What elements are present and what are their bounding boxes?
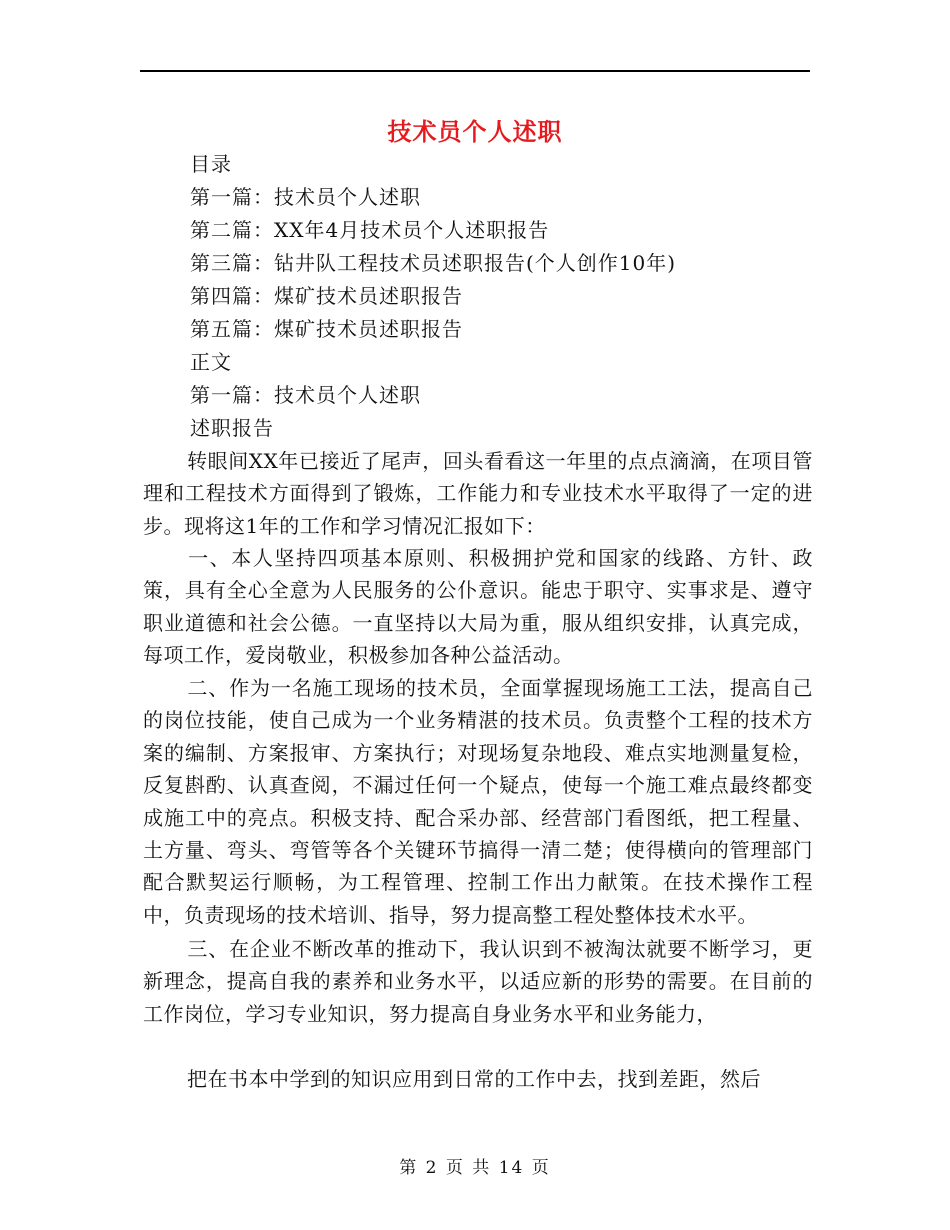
paragraph-1-text: 转眼间XX年已接近了尾声，回头看看这一年里的点点滴滴，在项目管理和工程技术方面得到了锻炼，工作能力和专业技术水平取得了一定的进步。现将这1年的工作和学习情况汇报如下：: [143, 449, 813, 538]
paragraph-1: [143, 445, 813, 542]
page-number: 第 2 页 共 14 页: [399, 1158, 551, 1178]
paragraph-2: [143, 542, 813, 672]
toc-item-5: 第五篇：煤矿技术员述职报告: [190, 317, 463, 341]
toc-item-2: 第二篇：XX年4月技术员个人述职报告: [190, 218, 550, 242]
paragraph-3: [143, 672, 813, 931]
report-label: 述职报告: [190, 416, 274, 440]
toc-heading: 目录: [190, 152, 232, 176]
paragraph-3-text: 二、作为一名施工现场的技术员，全面掌握现场施工工法，提高自己的岗位技能，使自己成为一个业务精湛的技术员。负责整个工程的技术方案的编制、方案报审、方案执行；对现场复杂地段、难点实地测量复检，反复斟酌、认真查阅，不漏过任何一个疑点，使每一个施工难点最终都变成施工中的亮点。积极支持、配合采办部、经营部门看图纸，把工程量、土方量、弯头、弯管等各个关键环节搞得一清二楚；使得横向的管理部门配合默契运行顺畅，为工程管理、控制工作出力献策。在技术操作工程中，负责现场的技术培训、指导，努力提高整工程处整体技术水平。: [143, 676, 813, 927]
section-title: 第一篇：技术员个人述职: [190, 383, 421, 407]
document-title: 技术员个人述职: [387, 117, 563, 146]
paragraph-5: [143, 1063, 813, 1095]
toc-item-3: 第三篇：钻井队工程技术员述职报告(个人创作10年): [190, 251, 677, 275]
toc-item-4: 第四篇：煤矿技术员述职报告: [190, 284, 463, 308]
paragraph-5-text: 把在书本中学到的知识应用到日常的工作中去，找到差距，然后: [187, 1067, 761, 1091]
header-rule: [140, 70, 810, 72]
toc-item-1: 第一篇：技术员个人述职: [190, 185, 421, 209]
body-heading: 正文: [190, 350, 232, 374]
paragraph-4: [143, 933, 813, 1030]
paragraph-4-text: 三、在企业不断改革的推动下，我认识到不被淘汰就要不断学习，更新理念，提高自我的素养和业务水平，以适应新的形势的需要。在目前的工作岗位，学习专业知识，努力提高自身业务水平和业务能力，: [143, 937, 813, 1026]
paragraph-2-text: 一、本人坚持四项基本原则、积极拥护党和国家的线路、方针、政策，具有全心全意为人民服务的公仆意识。能忠于职守、实事求是、遵守职业道德和社会公德。一直坚持以大局为重，服从组织安排，认真完成，每项工作，爱岗敬业，积极参加各种公益活动。: [143, 546, 813, 668]
